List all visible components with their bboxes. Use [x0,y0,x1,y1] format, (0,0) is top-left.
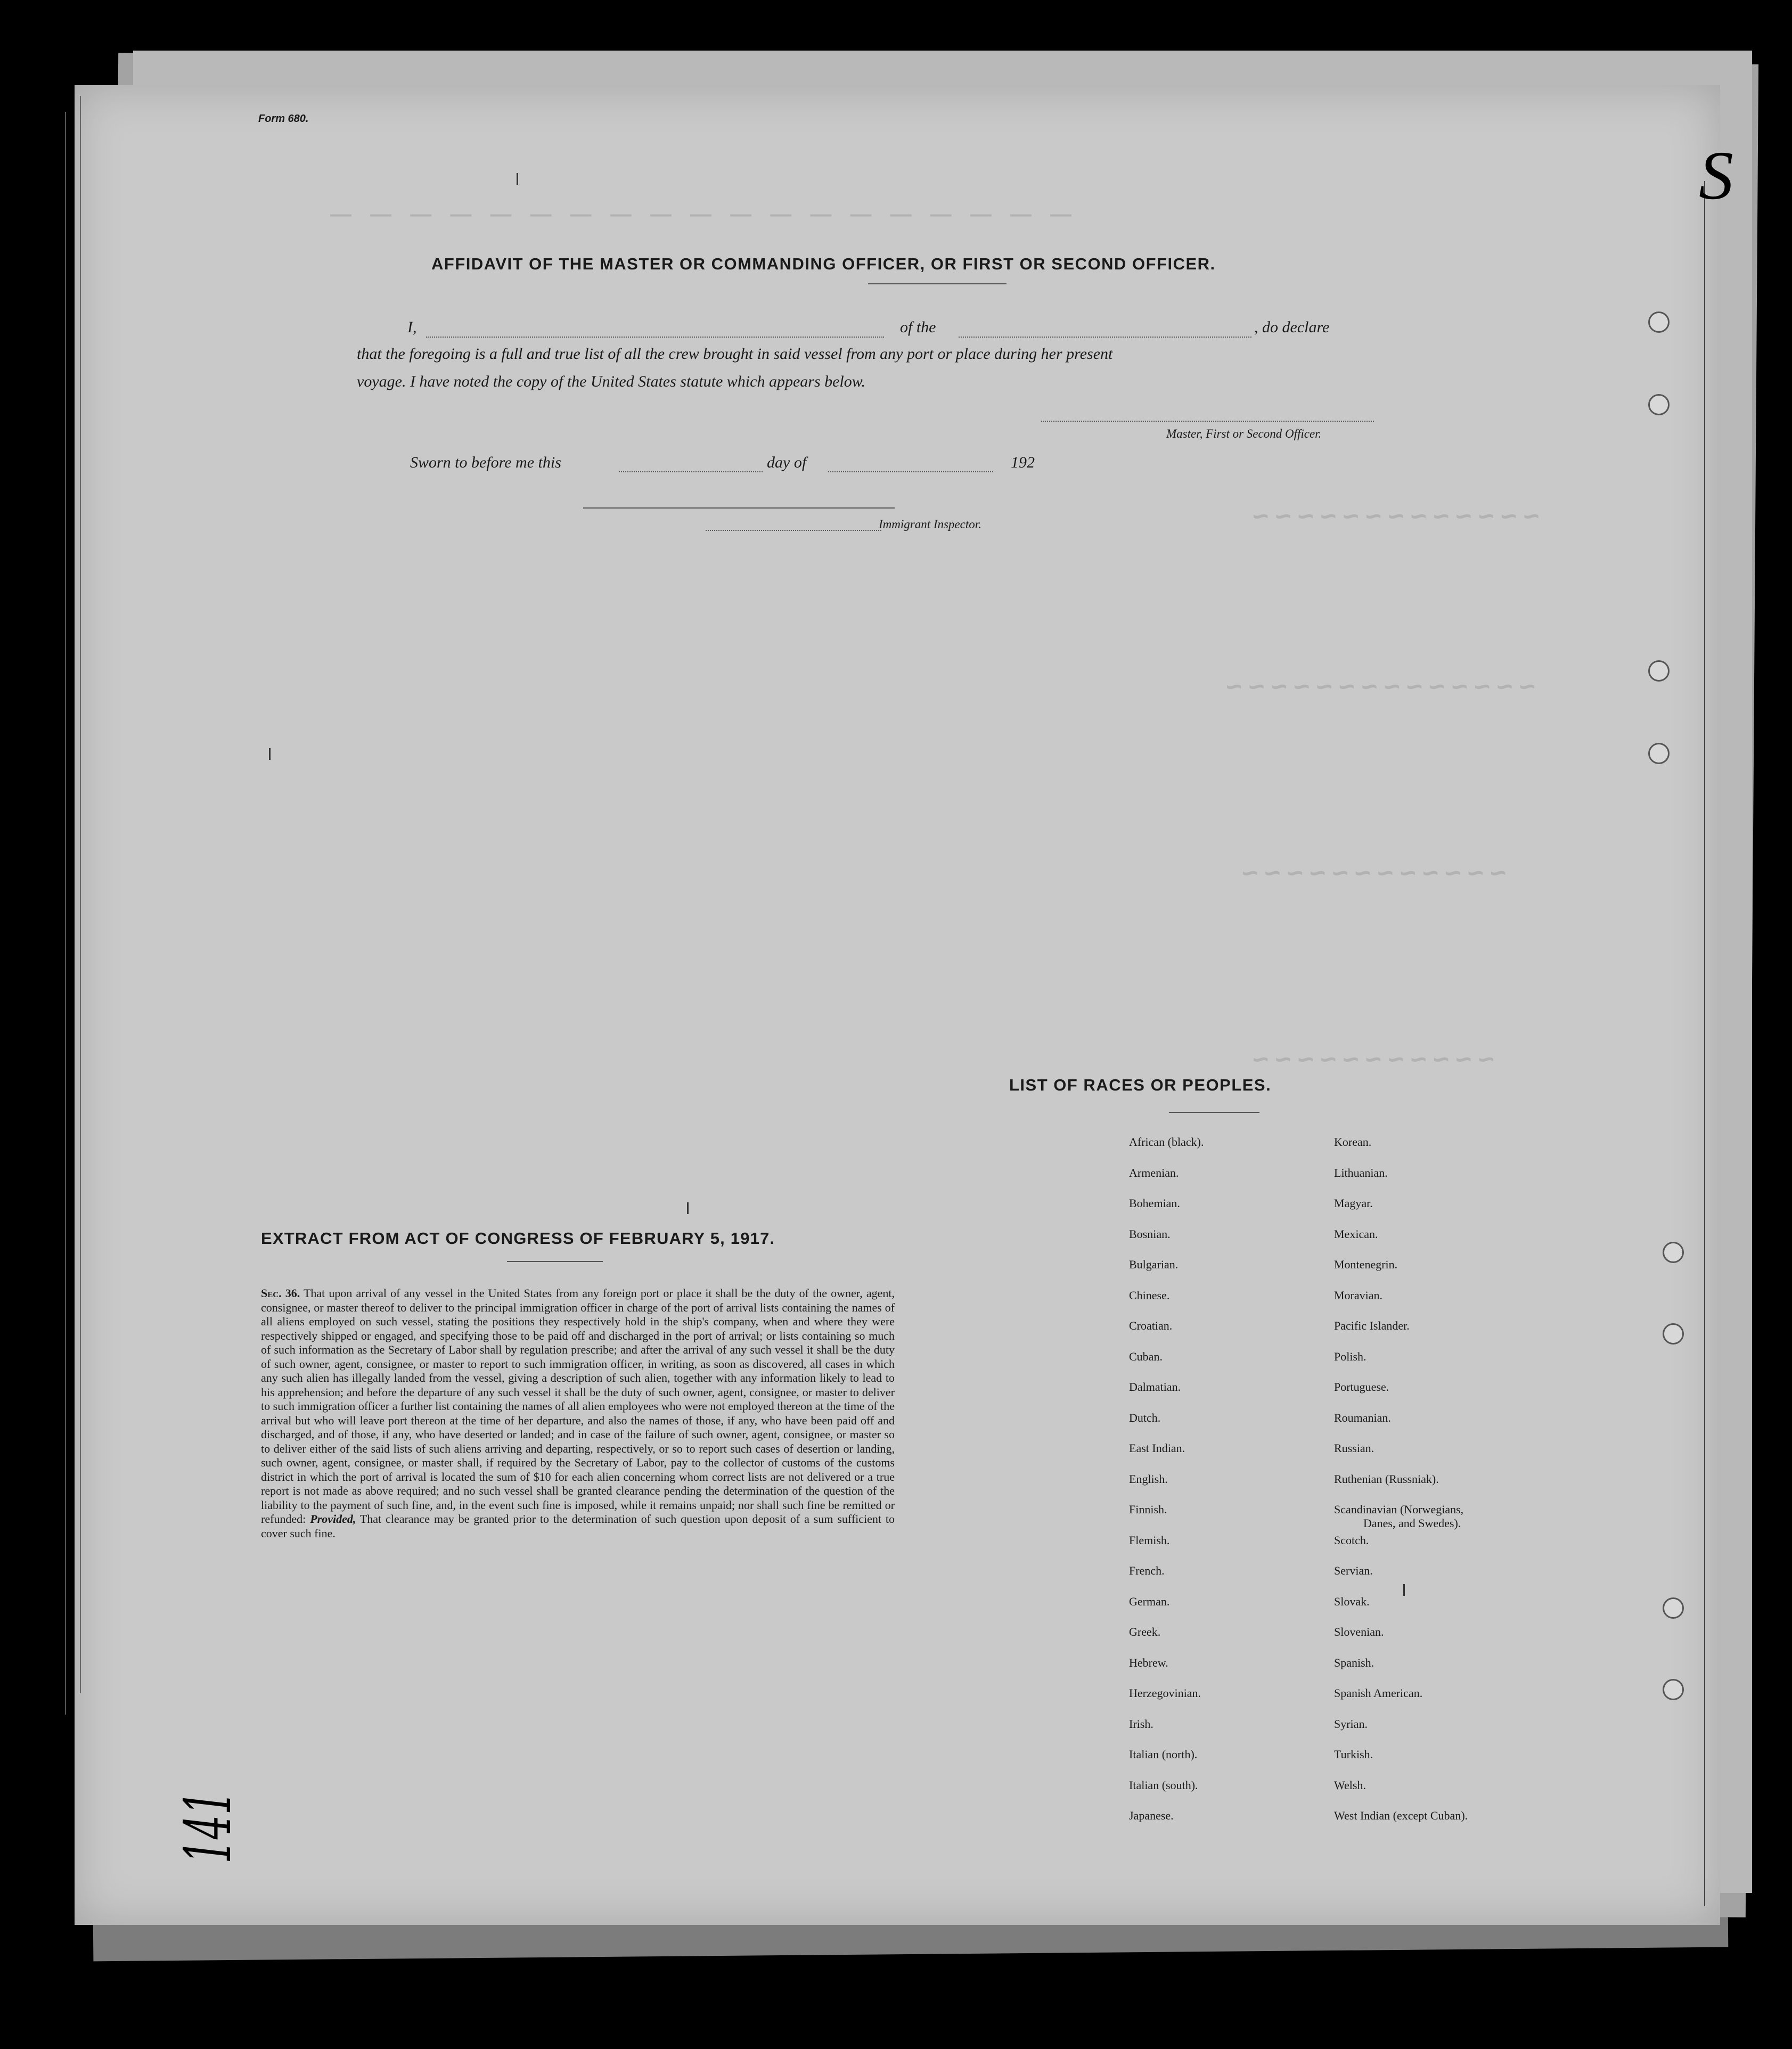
registration-tick [687,1202,689,1214]
race-item: Lithuanian. [1334,1166,1388,1179]
binder-hole [1648,743,1670,764]
race-item: Armenian. [1129,1166,1179,1179]
race-item: Bulgarian. [1129,1258,1179,1271]
title-underline [868,283,1007,284]
extract-text-2: That clearance may be granted prior to the determination of such question upon deposit of a sum sufficient to cover such fine. [261,1512,895,1540]
bleed-through-handwriting: ~~~~~~~~~~~~~ [1246,501,1540,532]
binder-hole [1648,394,1670,415]
race-item: English. [1129,1472,1168,1486]
registration-tick [517,173,518,185]
page-edge-line [65,112,66,1715]
race-item: Welsh. [1334,1778,1366,1792]
affidavit-line-2: that the foregoing is a full and true list of all the crew brought in said vessel from any port or place during her present [357,345,1113,363]
races-title-underline [1169,1112,1259,1113]
page-number: 141 [171,1790,246,1864]
race-item: Roumanian. [1334,1411,1391,1424]
race-item: African (black). [1129,1135,1204,1149]
affidavit-i: I, [407,318,417,336]
extract-section: Sec. 36. [261,1286,300,1300]
binder-hole [1663,1597,1684,1619]
race-item: Scandinavian (Norwegians, [1334,1503,1464,1516]
inspector-label: Immigrant Inspector. [879,518,981,531]
affidavit-title: AFFIDAVIT OF THE MASTER OR COMMANDING OFFICER, OR FIRST OR SECOND OFFICER. [431,255,1216,273]
race-item: Hebrew. [1129,1655,1168,1669]
inspector-blank [706,530,881,531]
corner-mark: S [1699,137,1733,214]
race-item: Herzegovinian. [1129,1686,1201,1700]
race-item: Croatian. [1129,1319,1173,1332]
race-item: Montenegrin. [1334,1258,1398,1271]
race-item: Spanish American. [1334,1686,1423,1700]
race-item: Pacific Islander. [1334,1319,1410,1332]
affidavit-of-the: of the [900,318,936,336]
binder-hole [1663,1242,1684,1263]
race-item: East Indian. [1129,1441,1185,1455]
race-item: Dutch. [1129,1411,1161,1424]
races-title: LIST OF RACES OR PEOPLES. [1009,1076,1272,1094]
page-edge-line [1704,181,1705,1906]
page-edge-line [80,96,81,1693]
race-item: Slovak. [1334,1594,1370,1608]
affidavit-declare: , do declare [1254,318,1330,336]
race-item: Mexican. [1334,1227,1378,1241]
race-item: Portuguese. [1334,1380,1389,1394]
race-item: Servian. [1334,1564,1373,1577]
race-item: Moravian. [1334,1288,1383,1302]
bleed-through-handwriting: ~~~~~~~~~~~~ [1235,858,1507,889]
race-item: Dalmatian. [1129,1380,1181,1394]
race-item: Polish. [1334,1349,1366,1363]
document-page [75,85,1720,1925]
race-item: Italian (north). [1129,1748,1198,1761]
binder-hole [1648,312,1670,333]
signature-blank [1041,421,1374,422]
race-item: Italian (south). [1129,1778,1198,1792]
race-item: Syrian. [1334,1717,1368,1731]
race-item: Irish. [1129,1717,1153,1731]
extract-text-1: That upon arrival of any vessel in the United States from any foreign port or place it shall be the duty of the owner, agent, consignee, or master thereof to deliver to the principal immigration officer in charge of the port of arrival lists containing the names of all aliens employed on such vessel, stating the positions they respectively hold in the ship's company, when and where they were respectively shipped or engaged, and specifying those to be paid off and discharged in the port of arrival; or lists containing so much of such information as the Secretary of Labor shall by regulation prescribe; and after the arrival of any such vessel it shall be the duty of such owner, agent, consignee, or master to report to such immigration officer, in writing, as soon as discovered, all cases in which any such alien has illegally landed from the vessel, giving a description of such alien, together with any information likely to lead to his apprehension; and before the departure of any such vessel it shall be the duty of such owner, agent, consignee, or master to deliver to such immigration officer a further list containing the names of all alien employees who were not employed thereon at the time of the arrival but who will leave port thereon at the time of her departure, and also the names of those, if any, who have been paid off and discharged, and of those, if any, who have deserted or landed; and in case of the failure of such owner, agent, consignee, or master so to deliver either of the said lists of such aliens arriving and departing, respectively, or so to report such cases of desertion or landing, such owner, agent, consignee, or master shall, if required by the Secretary of Labor, pay to the collector of customs of the customs district in which the port of arrival is located the sum of $10 for each alien concerning whom correct lists are not delivered or a true report is not made as above required; and no such vessel shall be granted clearance pending the determination of the question of the liability to the payment of such fine, and, in the event such fine is imposed, while it remains unpaid; nor shall such fine be remitted or refunded: [261,1286,895,1526]
race-item: West Indian (except Cuban). [1334,1809,1468,1822]
race-item: Cuban. [1129,1349,1163,1363]
race-item: Spanish. [1334,1655,1374,1669]
binder-hole [1663,1323,1684,1345]
race-item: Korean. [1334,1135,1372,1149]
race-item: Turkish. [1334,1748,1373,1761]
bleed-through-text: — — — — — — — — — — — — — — — — — — — [330,202,1078,226]
race-item: Danes, and Swedes). [1363,1517,1461,1530]
race-item: Finnish. [1129,1503,1167,1516]
registration-tick [1403,1584,1405,1596]
extract-title-underline [507,1261,603,1262]
sworn-day-of: day of [767,454,807,471]
race-item: Magyar. [1334,1196,1373,1210]
name-blank [426,337,884,338]
extract-provided: Provided, [310,1512,356,1526]
binder-hole [1663,1679,1684,1700]
race-item: Flemish. [1129,1533,1170,1547]
race-item: Greek. [1129,1625,1161,1638]
race-item: Slovenian. [1334,1625,1384,1638]
race-item: German. [1129,1594,1170,1608]
bleed-through-handwriting: ~~~~~~~~~~~ [1246,1044,1495,1075]
race-item: Chinese. [1129,1288,1170,1302]
bleed-through-handwriting: ~~~~~~~~~~~~~~ [1220,671,1536,702]
race-item: Bohemian. [1129,1196,1180,1210]
race-item: Ruthenian (Russniak). [1334,1472,1439,1486]
month-blank [828,471,993,472]
binder-hole [1648,660,1670,682]
extract-body [261,1286,895,1540]
inspector-signature-line [583,507,895,509]
sworn-year: 192 [1011,454,1035,471]
race-item: Bosnian. [1129,1227,1171,1241]
race-item: French. [1129,1564,1165,1577]
race-item: Japanese. [1129,1809,1174,1822]
form-number: Form 680. [258,113,309,125]
vessel-blank [959,337,1251,338]
registration-tick [269,748,271,760]
affidavit-line-3: voyage. I have noted the copy of the United States statute which appears below. [357,373,866,390]
sworn-prefix: Sworn to before me this [410,454,561,471]
race-item: Scotch. [1334,1533,1369,1547]
race-item: Russian. [1334,1441,1374,1455]
extract-title: EXTRACT FROM ACT OF CONGRESS OF FEBRUARY 5, 1917. [261,1229,775,1248]
signature-label: Master, First or Second Officer. [1166,427,1322,440]
day-blank [619,471,763,472]
